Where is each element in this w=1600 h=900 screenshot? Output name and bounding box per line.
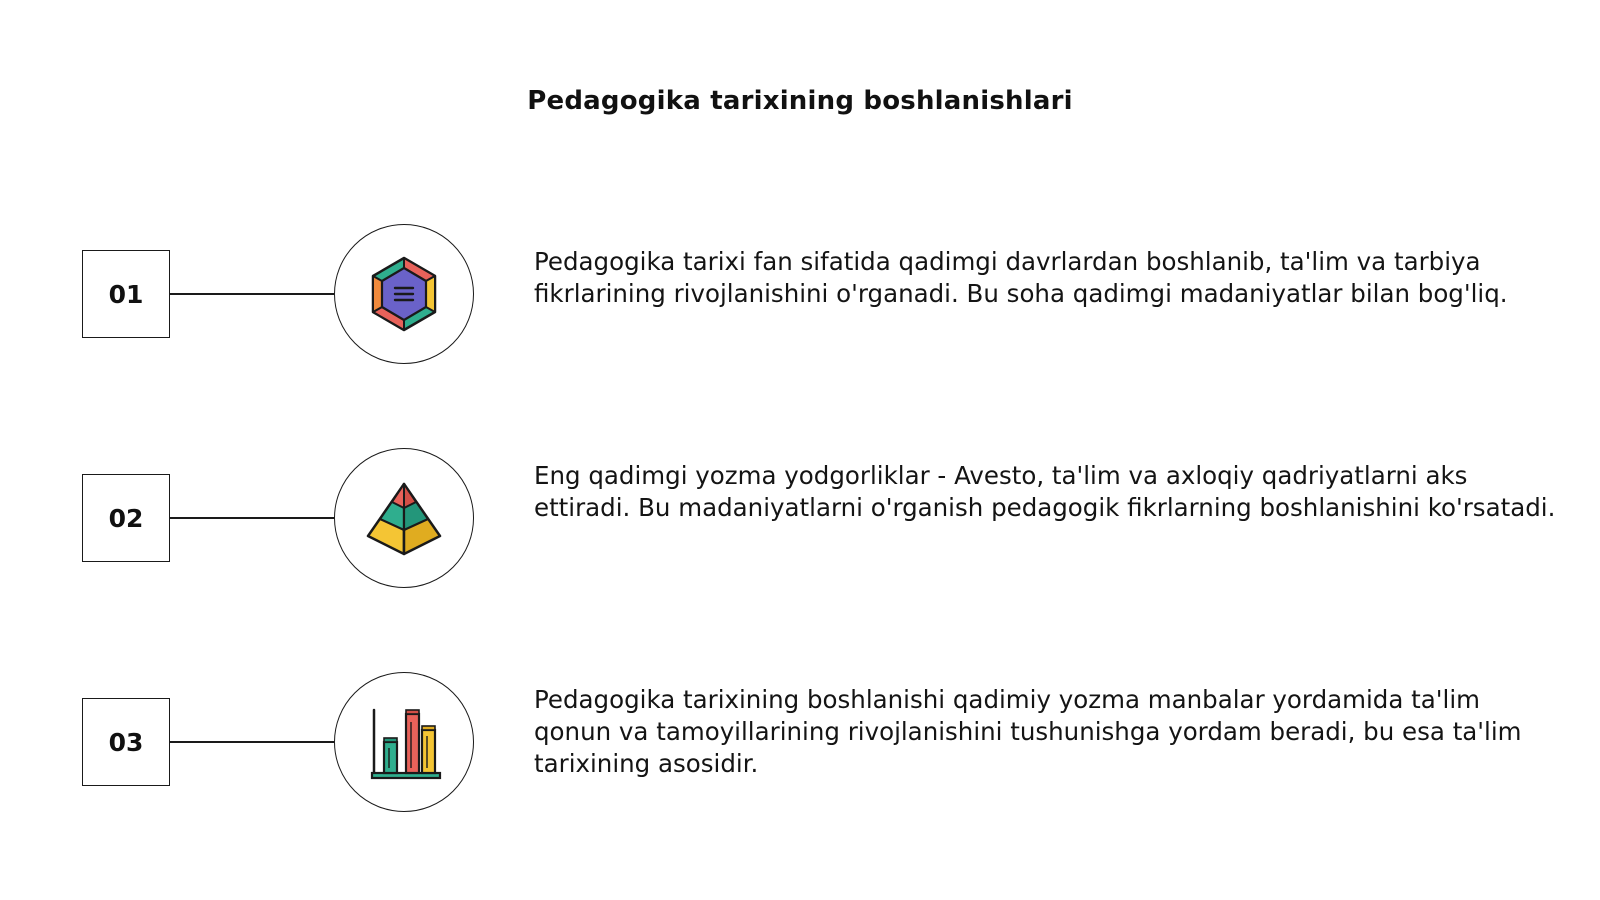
item-connector-1 [170,293,334,295]
item-row-1 [0,224,1600,364]
item-description-1: Pedagogika tarixi fan sifatida qadimgi davrlardan boshlanib, ta'lim va tarbiya fikrlarining rivojlanishini o'rganadi. Bu soha qadimgi madaniyatlar bilan bog'liq. [534,247,1508,308]
item-icon-circle-3 [334,672,474,812]
bar-chart-icon [364,702,444,782]
item-row-3 [0,672,1600,812]
page-title: Pedagogika tarixining boshlanishlari [527,86,1073,116]
item-number-box-3: 03 [82,698,170,786]
item-number-box-2: 02 [82,474,170,562]
item-number-box-1: 01 [82,250,170,338]
pyramid-icon [364,478,444,558]
item-row-2 [0,448,1600,588]
item-description-2: Eng qadimgi yozma yodgorliklar - Avesto, ta'lim va axloqiy qadriyatlarni aks ettiradi. Bu madaniyatlarni o'rganish pedagogik fikrlarning boshlanishini ko'rsatadi. [534,461,1556,522]
hexagon-list-icon [364,254,444,334]
item-connector-2 [170,517,334,519]
item-icon-circle-1 [334,224,474,364]
item-connector-3 [170,741,334,743]
item-description-3: Pedagogika tarixining boshlanishi qadimiy yozma manbalar yordamida ta'lim qonun va tamoyillarining rivojlanishini tushunishga yordam beradi, bu esa ta'lim tarixining asosidir. [534,685,1522,778]
item-icon-circle-2 [334,448,474,588]
